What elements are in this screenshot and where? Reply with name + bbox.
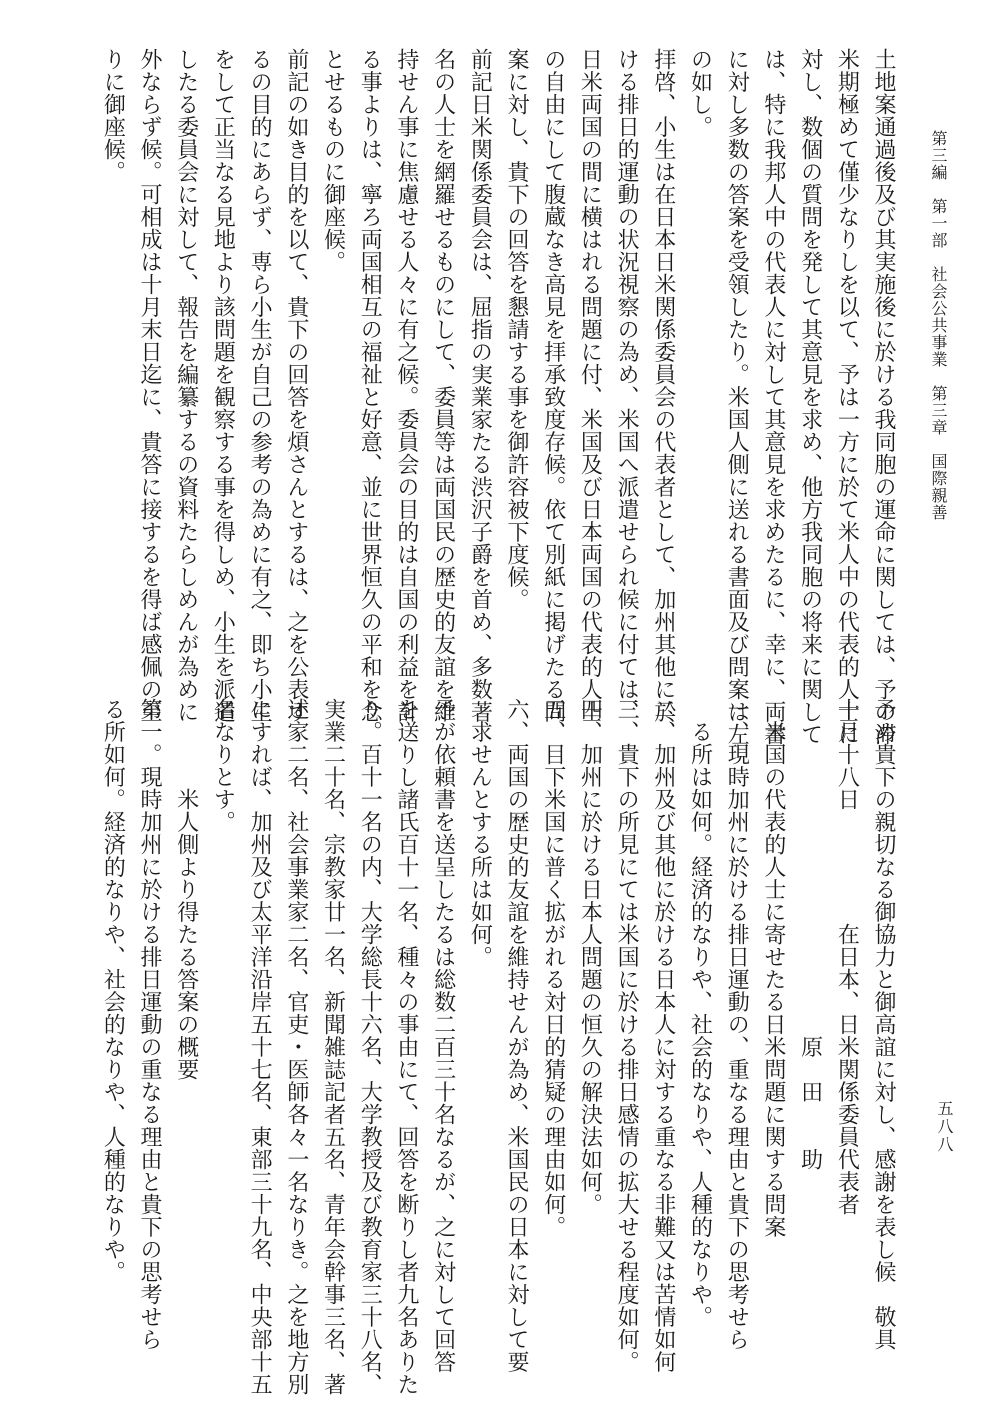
text-column: 外ならず候。可相成は十月末日迄に、貴答に接するを得ば感佩の至 bbox=[137, 48, 162, 723]
text-column: 土地案通過後及び其実施後に於ける我同胞の運命に関しては、予の滞 bbox=[871, 48, 896, 746]
text-column: 名の人士を網羅せるものにして、委員等は両国民の歴史的友誼を維 bbox=[430, 48, 456, 723]
text-column: 日米両国の間に横はれる問題に付、米国及び日本両国の代表的人士 bbox=[577, 48, 603, 723]
text-column: 一、現時加州に於ける排日運動の、重なる理由と貴下の思考せら bbox=[724, 698, 750, 1351]
text-column: 六、両国の歴史的友誼を維持せんが為め、米国民の日本に対して要 bbox=[504, 698, 529, 1373]
text-column: に対し多数の答案を受領したり。米国人側に送れる書面及び問案は左 bbox=[724, 48, 750, 746]
text-column: 二、加州及び其他に於ける日本人に対する重なる非難又は苦情如何 bbox=[650, 698, 676, 1373]
text-column: 前記日米関係委員会は、屈指の実業家たる渋沢子爵を首め、多数著 bbox=[467, 48, 493, 723]
text-column: の自由にして腹蔵なき高見を拝承致度存候。依て別紙に掲げたる問 bbox=[540, 48, 566, 723]
text-column: 持せん事に焦慮せる人々に有之候。委員会の目的は自国の利益を計 bbox=[393, 48, 419, 723]
text-column: る所は如何。経済的なりや、社会的なりや、人種的なりや。 bbox=[687, 698, 713, 1328]
text-column: 求せんとする所は如何。 bbox=[467, 698, 493, 968]
text-column: 実業二十名、宗教家廿一名、新聞雑誌記者五名、青年会幹事三名、著 bbox=[320, 698, 346, 1396]
text-column: 前記の如き目的を以て、貴下の回答を煩さんとするは、之を公表す bbox=[283, 48, 309, 723]
running-header: 第三編 第一部 社会公共事業 第三章 国際親善 bbox=[929, 130, 948, 521]
text-column: り。百十一名の内、大学総長十六名、大学教授及び教育家三十八名、 bbox=[357, 698, 383, 1396]
text-column: 四、加州に於ける日本人問題の恒久の解決法如何。 bbox=[577, 698, 603, 1216]
text-column: を送りし諸氏百十一名、種々の事由にて、回答を断りし者九名ありた bbox=[393, 698, 419, 1396]
text-column: 原 田 助 bbox=[797, 698, 823, 1171]
text-column: 米国の代表的人士に寄せたる日米問題に関する問案 bbox=[760, 698, 786, 1238]
text-column: 名なりとす。 bbox=[210, 698, 236, 833]
text-column: 米人側より得たる答案の概要 bbox=[173, 698, 199, 1081]
text-column: るの目的にあらず、専ら小生が自己の参考の為めに有之、即ち小生 bbox=[247, 48, 273, 723]
text-column: りに御座候。 bbox=[100, 48, 126, 183]
text-column: 五、目下米国に普く拡がれる対日的猜疑の理由如何。 bbox=[540, 698, 566, 1238]
text-column: 予め貴下の親切なる御協力と御高誼に対し、感謝を表し候 敬具 bbox=[871, 698, 896, 1351]
text-column: 述家二名、社会事業家二名、官吏・医師各々一名なりき。之を地方別 bbox=[283, 698, 309, 1396]
text-column: 予が依頼書を送呈したるは総数二百三十名なるが、之に対して回答 bbox=[430, 698, 456, 1373]
text-column: したる委員会に対して、報告を編纂するの資料たらしめんが為めに bbox=[173, 48, 199, 723]
text-column: は、特に我邦人中の代表人に対して其意見を求めたるに、幸に、両書 bbox=[760, 48, 786, 746]
text-column: る事よりは、寧ろ両国相互の福祉と好意、並に世界恒久の平和を念 bbox=[357, 48, 383, 723]
text-column: る所如何。経済的なりや、社会的なりや、人種的なりや。 bbox=[100, 698, 126, 1283]
text-column: 十月十八日 在日本、日米関係委員代表者 bbox=[834, 698, 860, 1216]
text-column: 案に対し、貴下の回答を懇請する事を御許容被下度候。 bbox=[504, 48, 529, 611]
text-column: とせるものに御座候。 bbox=[320, 48, 346, 273]
text-column: ける排日的運動の状況視察の為め、米国へ派遣せられ候に付ては、 bbox=[614, 48, 640, 723]
text-column: 拝啓、小生は在日本日米関係委員会の代表者として、加州其他に於 bbox=[650, 48, 676, 723]
text-column: をして正当なる見地より該問題を観察する事を得しめ、小生を派遣 bbox=[210, 48, 236, 723]
page-number: 五八八 bbox=[935, 1100, 954, 1154]
text-column: の如し。 bbox=[687, 48, 713, 138]
text-column: にすれば、加州及び太平洋沿岸五十七名、東部三十九名、中央部十五 bbox=[247, 698, 273, 1396]
text-column: 第一。現時加州に於ける排日運動の重なる理由と貴下の思考せら bbox=[137, 698, 162, 1351]
text-column: 米期極めて僅少なりしを以て、予は一方に於て米人中の代表的人士に bbox=[834, 48, 860, 746]
text-column: 対し、数個の質問を発して其意見を求め、他方我同胞の将来に関して bbox=[797, 48, 823, 746]
text-column: 三、貴下の所見にては米国に於ける排日感情の拡大せる程度如何。 bbox=[614, 698, 640, 1373]
